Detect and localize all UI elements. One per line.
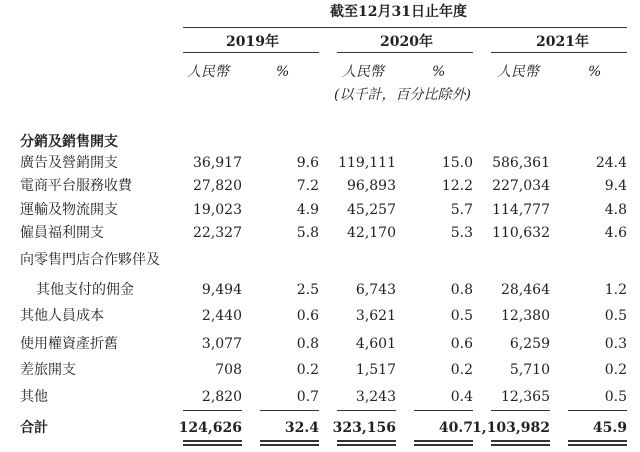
total-double-rule — [260, 444, 319, 446]
row-percent: 0.4 — [450, 389, 473, 405]
total-percent: 40.7 — [438, 420, 473, 436]
row-percent: 5.3 — [450, 225, 473, 241]
row-percent: 0.6 — [296, 308, 319, 324]
section-title: 分銷及銷售開支 — [20, 134, 118, 150]
row-amount: 114,777 — [492, 202, 550, 218]
subtotal-rule — [337, 410, 396, 411]
row-amount: 36,917 — [193, 155, 242, 171]
row-amount: 119,111 — [338, 155, 396, 171]
row-amount: 27,820 — [193, 178, 242, 194]
row-amount: 227,034 — [492, 178, 550, 194]
row-amount: 4,601 — [355, 336, 396, 352]
row-label: 僱員福利開支 — [20, 225, 104, 241]
subtotal-rule — [414, 410, 473, 411]
row-amount: 5,710 — [509, 362, 550, 378]
row-amount: 6,743 — [355, 282, 396, 298]
row-label: 運輸及物流開支 — [20, 202, 118, 218]
row-percent: 0.5 — [604, 389, 627, 405]
row-amount: 12,365 — [501, 389, 550, 405]
row-percent: 7.2 — [296, 178, 319, 194]
year-2021: 2021年 — [536, 34, 589, 50]
row-percent: 2.5 — [296, 282, 319, 298]
row-amount: 28,464 — [501, 282, 550, 298]
row-amount: 110,632 — [492, 225, 550, 241]
total-percent: 45.9 — [592, 420, 627, 436]
total-label: 合計 — [20, 420, 48, 436]
row-amount: 45,257 — [347, 202, 396, 218]
unit-pct-2019: % — [276, 64, 290, 80]
total-double-rule — [337, 440, 396, 442]
total-double-rule — [260, 440, 319, 442]
row-amount: 708 — [215, 362, 242, 378]
total-double-rule — [414, 444, 473, 446]
row-amount: 2,440 — [201, 308, 242, 324]
total-double-rule — [414, 440, 473, 442]
year-2020: 2020年 — [380, 34, 433, 50]
row-percent: 24.4 — [595, 155, 627, 171]
row-percent: 0.6 — [450, 336, 473, 352]
row-amount: 2,820 — [201, 389, 242, 405]
total-double-rule — [568, 444, 627, 446]
row-percent: 4.8 — [604, 202, 627, 218]
row-percent: 0.2 — [450, 362, 473, 378]
row-percent: 4.9 — [296, 202, 319, 218]
row-amount: 3,621 — [355, 308, 396, 324]
total-percent: 32.4 — [284, 420, 319, 436]
year-2019: 2019年 — [226, 34, 279, 50]
unit-pct-2020: % — [432, 64, 446, 80]
row-label: 差旅開支 — [20, 362, 76, 378]
year-rule-2019 — [183, 52, 319, 53]
row-label: 廣告及營銷開支 — [20, 155, 118, 171]
row-label-continued: 其他支付的佣金 — [36, 282, 134, 298]
total-double-rule — [337, 444, 396, 446]
total-double-rule — [183, 444, 242, 446]
unit-pct-2021: % — [588, 64, 602, 80]
row-percent: 12.2 — [441, 178, 473, 194]
total-double-rule — [491, 440, 550, 442]
row-amount: 1,517 — [355, 362, 396, 378]
row-percent: 0.5 — [450, 308, 473, 324]
total-double-rule — [183, 440, 242, 442]
row-amount: 3,243 — [355, 389, 396, 405]
row-amount: 19,023 — [193, 202, 242, 218]
unit-note: (以千計，百分比除外) — [334, 87, 471, 103]
row-percent: 0.2 — [296, 362, 319, 378]
row-label: 向零售門店合作夥伴及 — [20, 252, 160, 268]
year-rule-2020 — [337, 52, 473, 53]
row-amount: 586,361 — [492, 155, 550, 171]
subtotal-rule — [183, 410, 242, 411]
row-amount: 3,077 — [201, 336, 242, 352]
total-amount: 124,626 — [178, 420, 242, 436]
row-label: 其他人員成本 — [20, 308, 104, 324]
row-percent: 5.8 — [296, 225, 319, 241]
total-double-rule — [491, 444, 550, 446]
subtotal-rule — [568, 410, 627, 411]
row-percent: 0.5 — [604, 308, 627, 324]
total-double-rule — [568, 440, 627, 442]
row-percent: 15.0 — [441, 155, 473, 171]
subtotal-rule — [491, 410, 550, 411]
total-amount: 323,156 — [332, 420, 396, 436]
year-rule-2021 — [491, 52, 627, 53]
row-percent: 5.7 — [450, 202, 473, 218]
unit-rmb-2019: 人民幣 — [187, 64, 229, 80]
row-label: 電商平台服務收費 — [20, 178, 132, 194]
row-amount: 42,170 — [347, 225, 396, 241]
total-amount: 1,103,982 — [472, 420, 550, 436]
row-percent: 0.2 — [604, 362, 627, 378]
row-amount: 9,494 — [201, 282, 242, 298]
row-percent: 9.6 — [296, 155, 319, 171]
row-percent: 0.3 — [604, 336, 627, 352]
row-amount: 12,380 — [501, 308, 550, 324]
row-amount: 6,259 — [509, 336, 550, 352]
header-rule — [183, 27, 627, 28]
row-amount: 96,893 — [347, 178, 396, 194]
row-percent: 0.7 — [296, 389, 319, 405]
subtotal-rule — [260, 410, 319, 411]
row-percent: 0.8 — [296, 336, 319, 352]
period-title: 截至12月31日止年度 — [330, 4, 467, 20]
row-percent: 0.8 — [450, 282, 473, 298]
row-label: 使用權資產折舊 — [20, 336, 118, 352]
unit-rmb-2020: 人民幣 — [342, 64, 384, 80]
row-percent: 1.2 — [604, 282, 627, 298]
unit-rmb-2021: 人民幣 — [497, 64, 539, 80]
row-percent: 9.4 — [604, 178, 627, 194]
row-amount: 22,327 — [193, 225, 242, 241]
row-percent: 4.6 — [604, 225, 627, 241]
row-label: 其他 — [20, 389, 48, 405]
